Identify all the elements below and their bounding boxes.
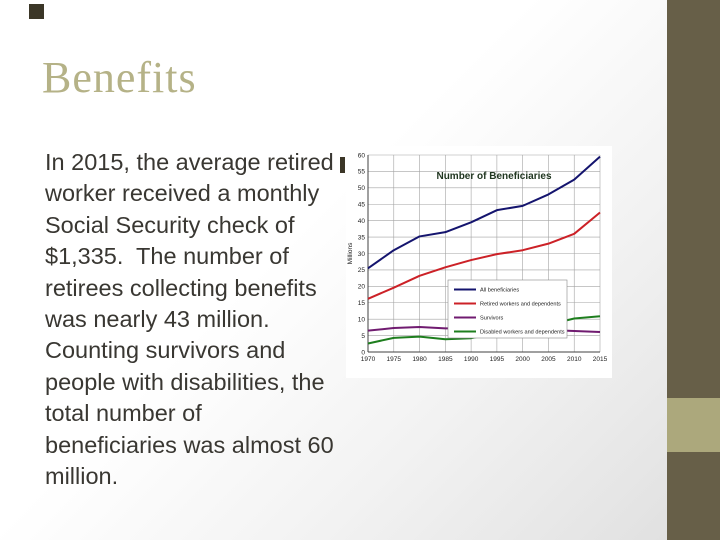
sidebar-accent-square	[667, 398, 720, 452]
body-text: In 2015, the average retired worker received a monthly Social Security check of $1,335. The number of retirees collecting benefits was nearly 43 million. Counting survivors and people with disabilities, the total number of beneficiaries was almost 60 million.	[45, 149, 341, 490]
svg-text:Millions: Millions	[347, 242, 354, 265]
slide-title: Benefits	[42, 53, 197, 102]
svg-text:1975: 1975	[386, 356, 402, 363]
svg-text:0: 0	[361, 349, 365, 357]
beneficiaries-line-chart	[346, 146, 612, 378]
svg-text:All beneficiaries: All beneficiaries	[480, 287, 520, 294]
svg-text:1995: 1995	[489, 356, 505, 363]
svg-text:35: 35	[357, 234, 365, 242]
svg-text:2005: 2005	[541, 356, 556, 363]
svg-text:Number of Beneficiaries: Number of Beneficiaries	[436, 171, 552, 182]
svg-text:50: 50	[357, 185, 365, 193]
svg-text:Disabled workers and dependent: Disabled workers and dependents	[480, 329, 565, 336]
svg-text:60: 60	[357, 152, 365, 160]
svg-text:1980: 1980	[412, 356, 427, 363]
svg-text:45: 45	[357, 201, 365, 209]
svg-text:Retired workers and dependents: Retired workers and dependents	[480, 301, 561, 308]
svg-text:1970: 1970	[360, 356, 376, 363]
svg-text:30: 30	[357, 250, 365, 258]
svg-text:2015: 2015	[592, 356, 608, 363]
svg-text:20: 20	[357, 283, 365, 291]
svg-text:2010: 2010	[566, 356, 582, 363]
corner-accent-square	[29, 4, 44, 19]
svg-text:1985: 1985	[438, 356, 453, 363]
svg-text:25: 25	[357, 267, 365, 275]
svg-text:15: 15	[357, 300, 365, 308]
svg-text:5: 5	[361, 332, 365, 340]
svg-text:2000: 2000	[515, 356, 530, 363]
svg-text:55: 55	[357, 168, 365, 176]
svg-text:40: 40	[357, 217, 365, 225]
svg-text:10: 10	[357, 316, 365, 324]
chart-panel	[346, 146, 612, 378]
right-sidebar-band	[667, 0, 720, 540]
chart-edge-mark	[340, 157, 345, 173]
svg-text:1990: 1990	[463, 356, 479, 363]
svg-text:Survivors: Survivors	[480, 315, 504, 322]
